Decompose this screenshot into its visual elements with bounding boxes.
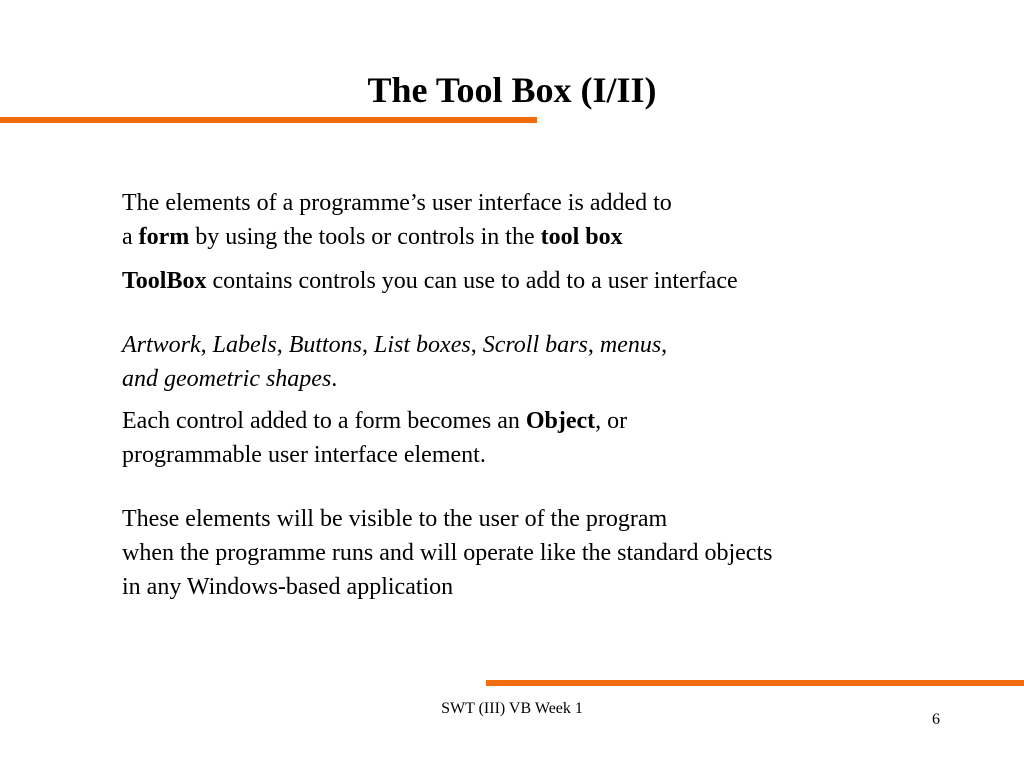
- control-item-list-boxes: List boxes: [374, 332, 471, 358]
- paragraph-toolbox-intro: [122, 186, 982, 254]
- list-trailing-comma: ,: [661, 332, 668, 358]
- title-underline-rule: [0, 117, 537, 123]
- paragraph5-line1: These elements will be visible to the user of the program: [122, 506, 668, 532]
- paragraph5-line3: in any Windows-based application: [122, 574, 454, 600]
- list-separator: ,: [276, 332, 289, 358]
- paragraph-object-definition: [122, 404, 982, 472]
- footer-rule-bar: [486, 680, 1024, 686]
- list-separator: ,: [200, 332, 213, 358]
- control-list-line2: [122, 362, 982, 396]
- control-item-geometric-shapes: and geometric shapes: [122, 366, 332, 392]
- paragraph1-text-a: a: [122, 224, 139, 250]
- list-separator: ,: [587, 332, 600, 358]
- slide-title: The Tool Box (I/II): [367, 70, 657, 110]
- paragraph-toolbox-contains: [122, 264, 982, 298]
- term-tool-box: tool box: [540, 224, 623, 250]
- control-list-line1: [122, 328, 982, 362]
- term-form: form: [138, 224, 190, 250]
- paragraph4-text-b: , or: [595, 408, 628, 434]
- paragraph5-line2: when the programme runs and will operate like the standard objects: [122, 540, 773, 566]
- paragraph1-text-b: by using the tools or controls in the: [189, 224, 541, 250]
- control-item-labels: Labels: [212, 332, 277, 358]
- title-underline-bar: [0, 117, 537, 123]
- slide-body: [122, 186, 982, 604]
- paragraph-visibility: [122, 502, 982, 604]
- paragraph4-line1: [122, 404, 982, 438]
- term-toolbox: ToolBox: [122, 268, 207, 294]
- control-item-scroll-bars: Scroll bars: [482, 332, 588, 358]
- paragraph2-text: contains controls you can use to add to a user interface: [206, 268, 738, 294]
- page-number: 6: [932, 711, 940, 728]
- paragraph4-text-a: Each control added to a form becomes an: [122, 408, 526, 434]
- footer-rule: [486, 680, 1024, 686]
- footer-course-label: SWT (III) VB Week 1: [441, 700, 583, 717]
- list-separator: ,: [470, 332, 483, 358]
- paragraph1-line2: [122, 220, 982, 254]
- paragraph-control-list: [122, 328, 982, 396]
- control-item-buttons: Buttons: [288, 332, 363, 358]
- list-separator: ,: [362, 332, 375, 358]
- control-item-menus: menus: [599, 332, 662, 358]
- term-object: Object: [525, 408, 596, 434]
- paragraph1-line1: The elements of a programme’s user interface is added to: [122, 190, 672, 216]
- control-item-artwork: Artwork: [122, 332, 201, 358]
- list-period: .: [331, 366, 338, 392]
- paragraph4-line2: programmable user interface element.: [122, 442, 486, 468]
